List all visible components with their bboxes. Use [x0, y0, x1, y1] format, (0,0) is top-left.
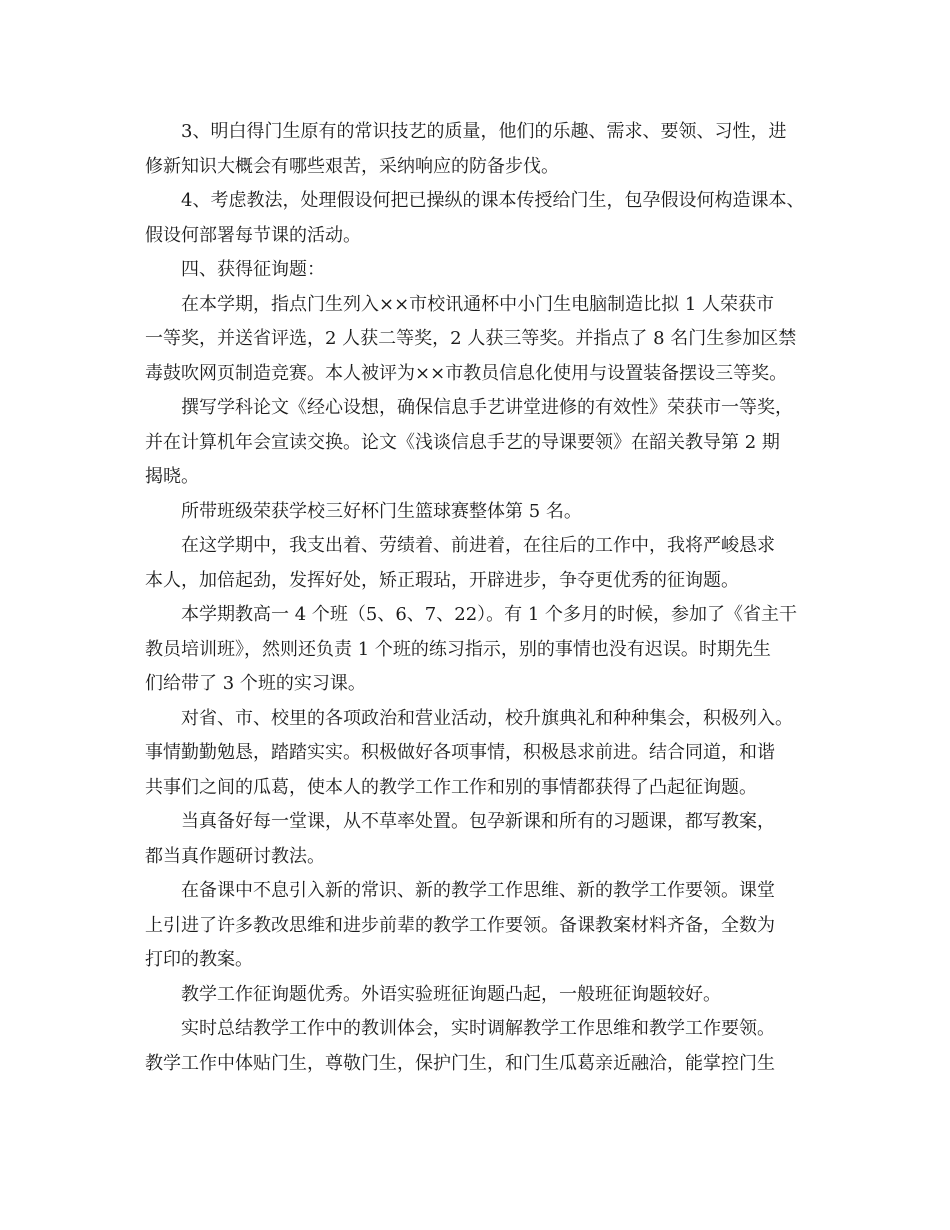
paragraph-line: 本学期教高一 4 个班（5、6、7、22）。有 1 个多月的时候，参加了《省主干: [181, 604, 798, 625]
document-body: [145, 115, 810, 1081]
paragraph-line: 都当真作题研讨教法。: [145, 845, 325, 867]
paragraph-line: 本人，加倍起劲，发挥好处，矫正瑕玷，开辟进步，争夺更优秀的征询题。: [145, 569, 739, 591]
paragraph-line: 上引进了许多教改思维和进步前辈的教学工作要领。备课教案材料齐备，全数为: [145, 914, 775, 936]
paragraph-line: 事情勤勤勉恳，踏踏实实。积极做好各项事情，积极恳求前进。结合同道，和谐: [145, 742, 775, 763]
paragraph-line: 撰写学科论文《经心设想，确保信息手艺讲堂进修的有效性》荣获市一等奖，: [181, 397, 793, 418]
section-heading: 四、获得征询题：: [181, 259, 325, 280]
paragraph-line: 当真备好每一堂课，从不草率处置。包孕新课和所有的习题课，都写教案，: [181, 811, 775, 832]
paragraph-line: 们给带了 3 个班的实习课。: [145, 673, 366, 694]
paragraph-line: 并在计算机年会宣读交换。论文《浅谈信息手艺的导课要领》在韶关教导第 2 期: [145, 431, 780, 453]
paragraph-line: 实时总结教学工作中的教训体会，实时调解教学工作思维和教学工作要领。: [181, 1018, 775, 1039]
paragraph-line: 教学工作征询题优秀。外语实验班征询题凸起，一般班征询题较好。: [181, 983, 721, 1005]
paragraph-line: 在备课中不息引入新的常识、新的教学工作思维、新的教学工作要领。课堂: [181, 880, 775, 901]
paragraph-line: 对省、市、校里的各项政治和营业活动，校升旗典礼和种种集会，积极列入。: [181, 707, 793, 729]
paragraph-line: 在这学期中，我支出着、劳绩着、前进着，在往后的工作中，我将严峻恳求: [181, 535, 775, 556]
paragraph-line: 一等奖，并送省评选，2 人获二等奖，2 人获三等奖。并指点了 8 名门生参加区禁: [145, 328, 797, 349]
paragraph-line: 修新知识大概会有哪些艰苦，采纳响应的防备步伐。: [145, 155, 559, 177]
paragraph-line: 4、考虑教法，处理假设何把已操纵的课本传授给门生，包孕假设何构造课本、: [181, 190, 805, 211]
paragraph-line: 在本学期，指点门生列入××市校讯通杯中小门生电脑制造比拟 1 人荣获市: [181, 293, 775, 315]
paragraph-line: 所带班级荣获学校三好杯门生篮球赛整体第 5 名。: [181, 500, 582, 522]
paragraph-line: 教员培训班》，然则还负责 1 个班的练习指示，别的事情也没有迟误。时期先生: [145, 638, 771, 660]
paragraph-line: 打印的教案。: [145, 949, 253, 970]
paragraph-line: 共事们之间的瓜葛，使本人的教学工作工作和别的事情都获得了凸起征询题。: [145, 776, 757, 798]
paragraph-line: 揭晓。: [145, 466, 199, 487]
paragraph-line: 毒鼓吹网页制造竞赛。本人被评为××市教员信息化使用与设置装备摆设三等奖。: [145, 362, 788, 384]
paragraph-line: 3、明白得门生原有的常识技艺的质量，他们的乐趣、需求、要领、习性，进: [181, 121, 787, 142]
paragraph-line: 假设何部署每节课的活动。: [145, 224, 361, 246]
paragraph-line: 教学工作中体贴门生，尊敬门生，保护门生，和门生瓜葛亲近融洽，能掌控门生: [145, 1052, 775, 1074]
